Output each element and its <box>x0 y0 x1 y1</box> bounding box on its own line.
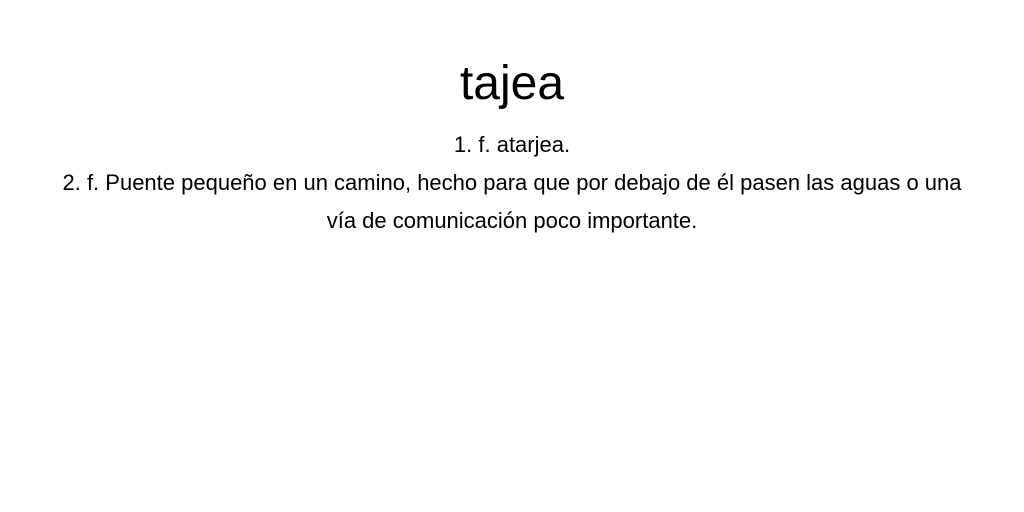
definitions-list <box>62 126 962 240</box>
definition-2: 2. f. Puente pequeño en un camino, hecho para que por debajo de él pasen las aguas o una vía de comunicación poco importante. <box>62 170 962 233</box>
headword: tajea <box>459 57 565 110</box>
definition-1: 1. f. atarjea. <box>453 132 571 157</box>
